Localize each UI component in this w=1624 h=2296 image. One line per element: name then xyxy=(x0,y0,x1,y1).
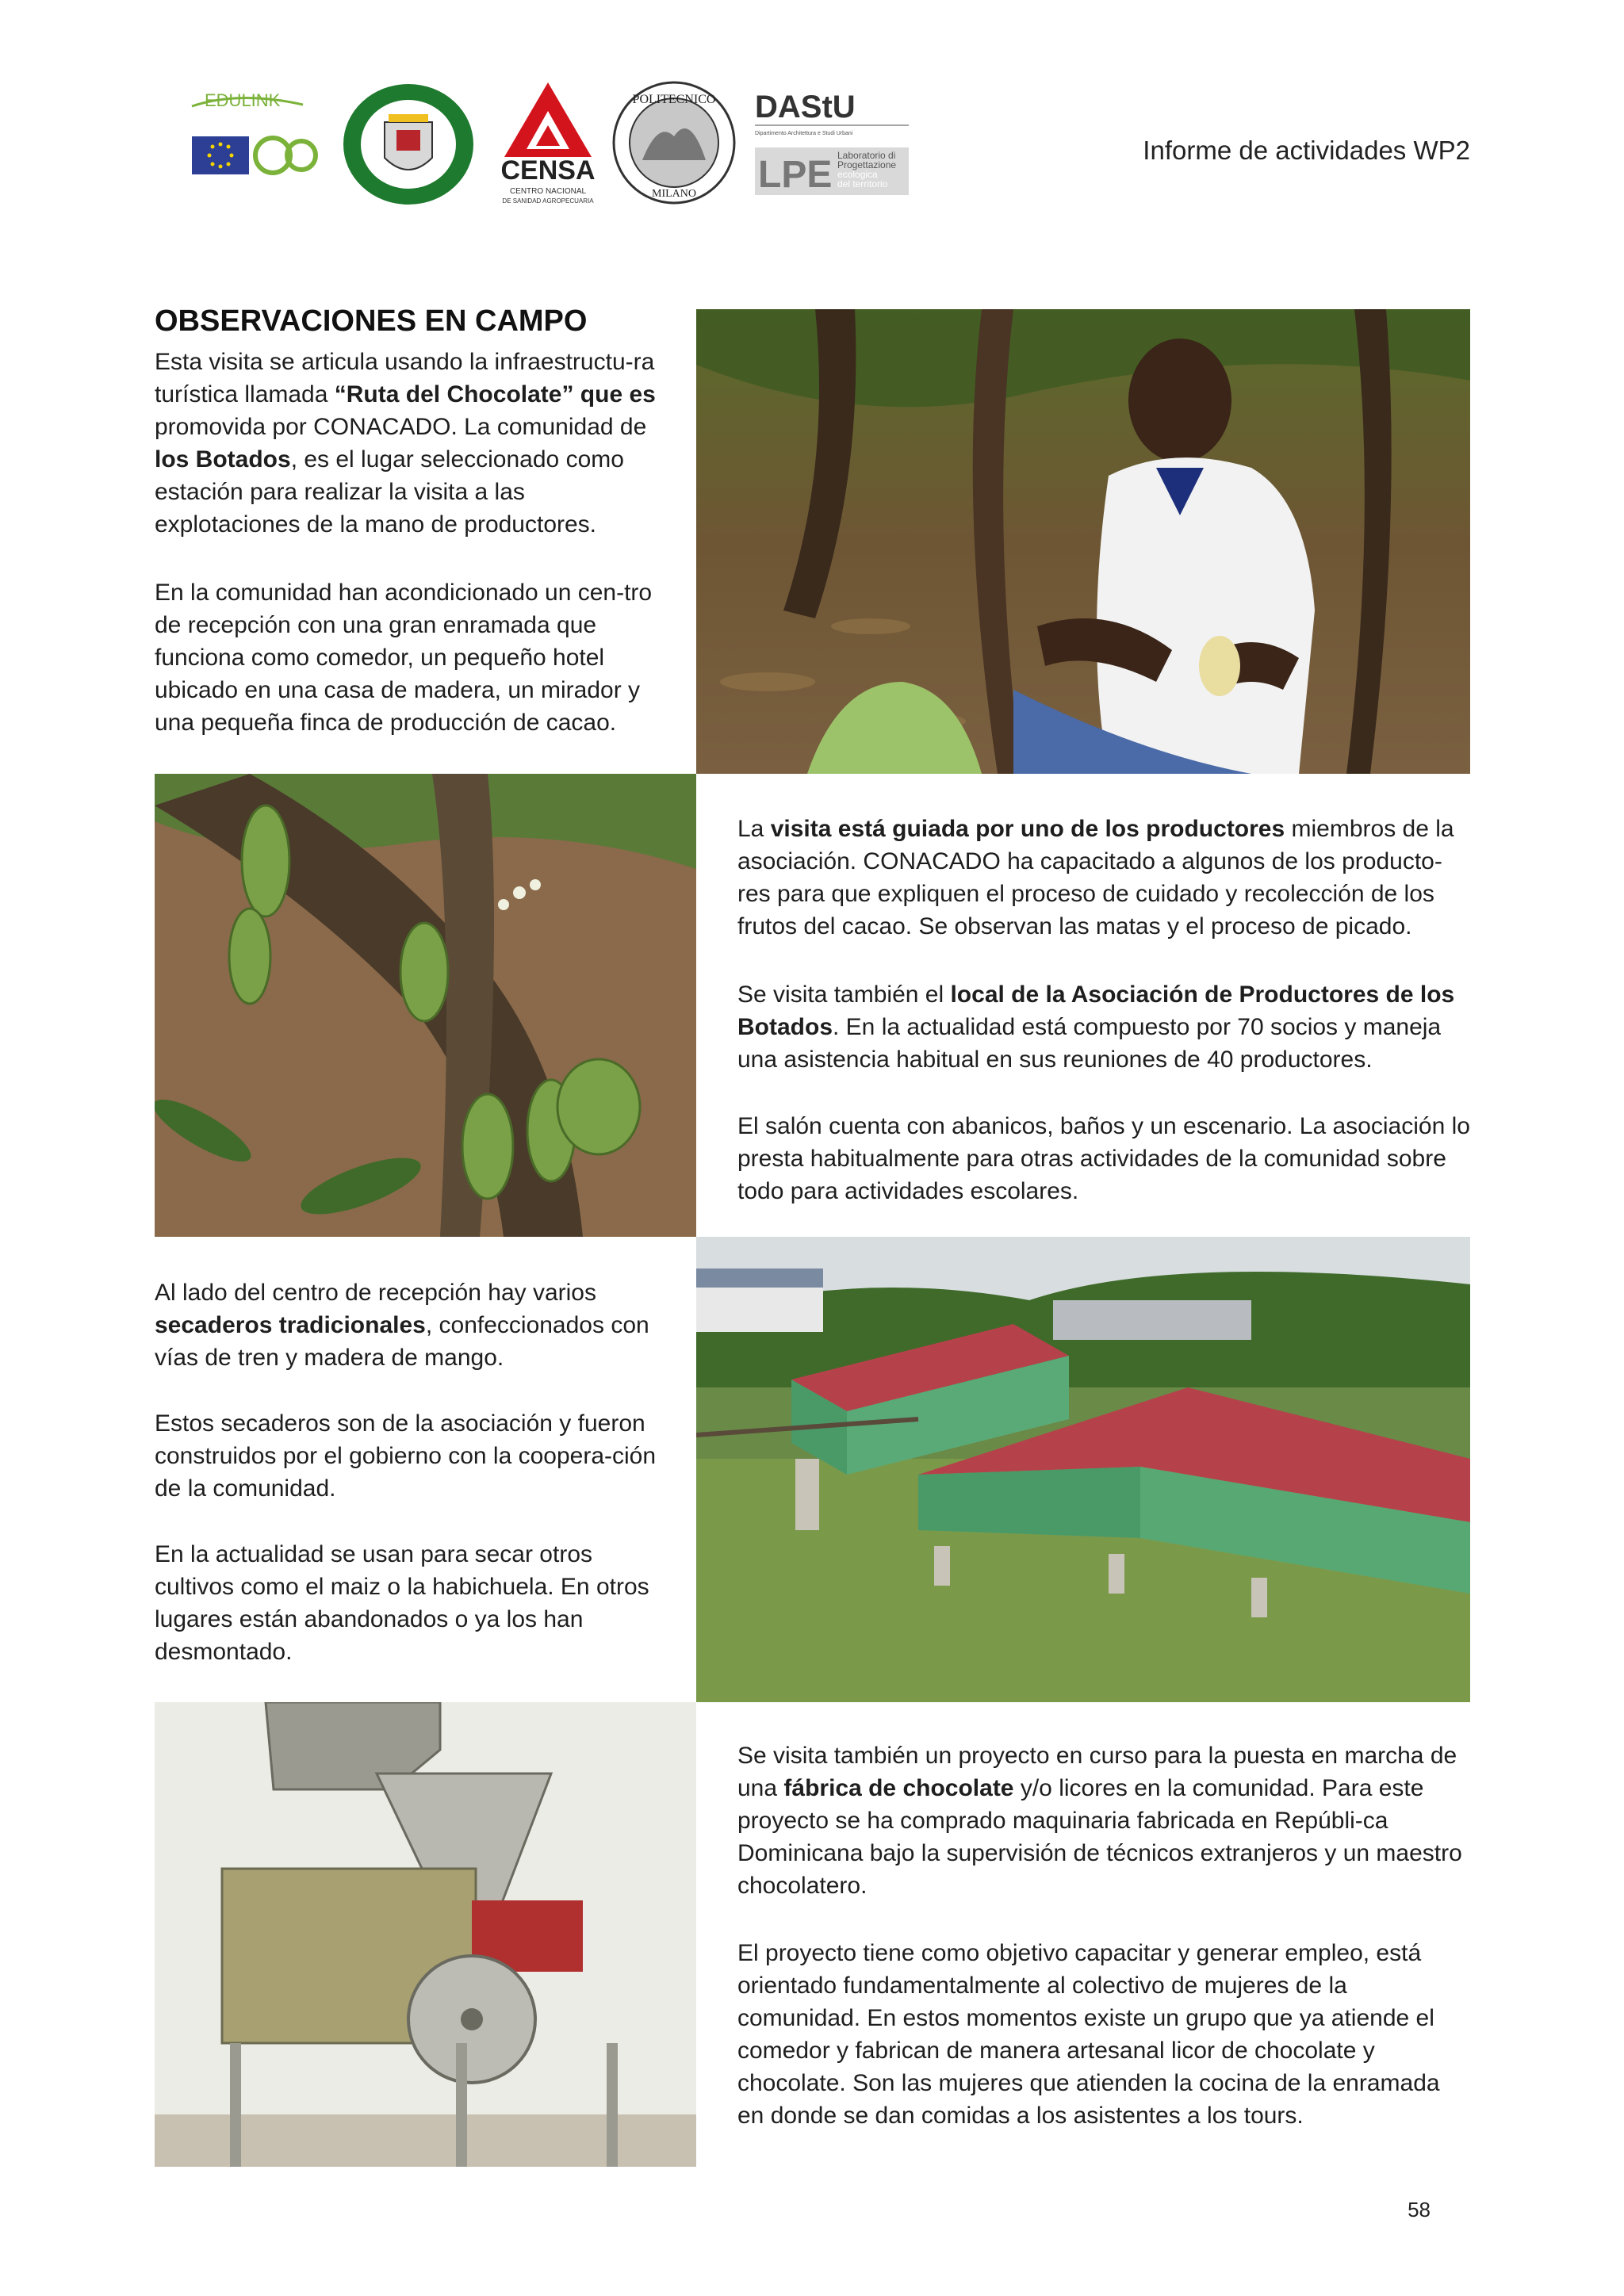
svg-text:del territorio: del territorio xyxy=(837,178,888,189)
edulink-logo xyxy=(184,82,319,178)
svg-text:EDULINK: EDULINK xyxy=(205,90,281,110)
university-seal-logo xyxy=(341,82,476,206)
page-number: 58 xyxy=(1408,2198,1431,2221)
politecnico-milano-logo xyxy=(611,81,737,205)
photo-farmer-opening-cacao xyxy=(696,309,1470,774)
svg-text:Laboratorio di: Laboratorio di xyxy=(837,150,896,161)
section-title: OBSERVACIONES EN CAMPO xyxy=(155,304,588,338)
svg-text:LPE: LPE xyxy=(758,154,833,196)
paragraph-ruta-chocolate: Esta visita se articula usando la infraestructu-ra turística llamada “Ruta del Chocolate” que es promovida por CONACADO. La comunidad de los Botados, es el lugar seleccionado como estación para realizar la visita a las explotaciones de la mano de productores. xyxy=(155,349,656,538)
photo-cacao-pods-on-tree xyxy=(155,774,696,1237)
paragraph-local-asociacion: Se visita también el local de la Asociación de Productores de los Botados. En la actualidad está compuesto por 70 socios y maneja una asistencia habitual en sus reuniones de 40 productores. xyxy=(737,982,1455,1073)
svg-text:ecologica: ecologica xyxy=(837,169,878,180)
svg-text:Dipartimento Architettura e St: Dipartimento Architettura e Studi Urbani xyxy=(755,131,853,136)
paragraph-salon: El salón cuenta con abanicos, baños y un escenario. La asociación lo presta habitualmente para otras actividades de la comunidad sobre todo para actividades escolares. xyxy=(737,1113,1470,1204)
photo-secaderos-tradicionales xyxy=(696,1237,1470,1702)
paragraph-secaderos-uso: En la actualidad se usan para secar otros cultivos como el maiz o la habichuela. En otros lugares están abandonados o ya los han desmontado. xyxy=(155,1541,649,1665)
svg-text:DAStU: DAStU xyxy=(755,90,856,124)
paragraph-centro-recepcion: En la comunidad han acondicionado un cen-tro de recepción con una gran enramada que funciona como comedor, un pequeño hotel ubicado en una casa de madera, un mirador y una pequeña finca de producción de cacao. xyxy=(155,580,653,736)
svg-text:POLITECNICO: POLITECNICO xyxy=(632,93,716,106)
svg-text:Progettazione: Progettazione xyxy=(837,159,897,170)
svg-text:MILANO: MILANO xyxy=(652,188,696,200)
paragraph-secaderos-asociacion: Estos secaderos son de la asociación y fueron construidos por el gobierno con la coopera-ción de la comunidad. xyxy=(155,1410,657,1502)
svg-text:DE SANIDAD AGROPECUARIA: DE SANIDAD AGROPECUARIA xyxy=(502,197,594,205)
svg-text:CENTRO NACIONAL: CENTRO NACIONAL xyxy=(509,187,587,196)
photo-maquinaria-chocolate xyxy=(155,1702,696,2167)
svg-text:CENSA: CENSA xyxy=(500,155,596,186)
paragraph-fabrica-chocolate: Se visita también un proyecto en curso para la puesta en marcha de una fábrica de chocolate y/o licores en la comunidad. Para este proyecto se ha comprado maquinaria fabricada en Repúbli-ca Dominicana bajo la supervisión de técnicos extranjeros y un maestro chocolatero. xyxy=(737,1743,1462,1899)
paragraph-visita-guiada: La visita está guiada por uno de los productores miembros de la asociación. CONACADO ha capacitado a algunos de los producto-res para que expliquen el proceso de cuidado y recolección de los frutos del cacao. Se observan las matas y el proceso de picado. xyxy=(737,816,1454,939)
paragraph-proyecto-mujeres: El proyecto tiene como objetivo capacitar y generar empleo, está orientado fundamentalmente al colectivo de mujeres de la comunidad. En estos momentos existe un grupo que ya atiende el comedor y fabrican de manera artesanal licor de chocolate y chocolate. Son las mujeres que atienden la cocina de la enramada en donde se dan comidas a los asistentes a los tours. xyxy=(737,1940,1440,2129)
paragraph-secaderos: Al lado del centro de recepción hay varios secaderos tradicionales, confeccionados con vías de tren y madera de mango. xyxy=(155,1280,649,1371)
censa-logo xyxy=(496,79,599,206)
dastu-lpe-logo xyxy=(753,89,912,200)
report-title: Informe de actividades WP2 xyxy=(1143,136,1470,165)
